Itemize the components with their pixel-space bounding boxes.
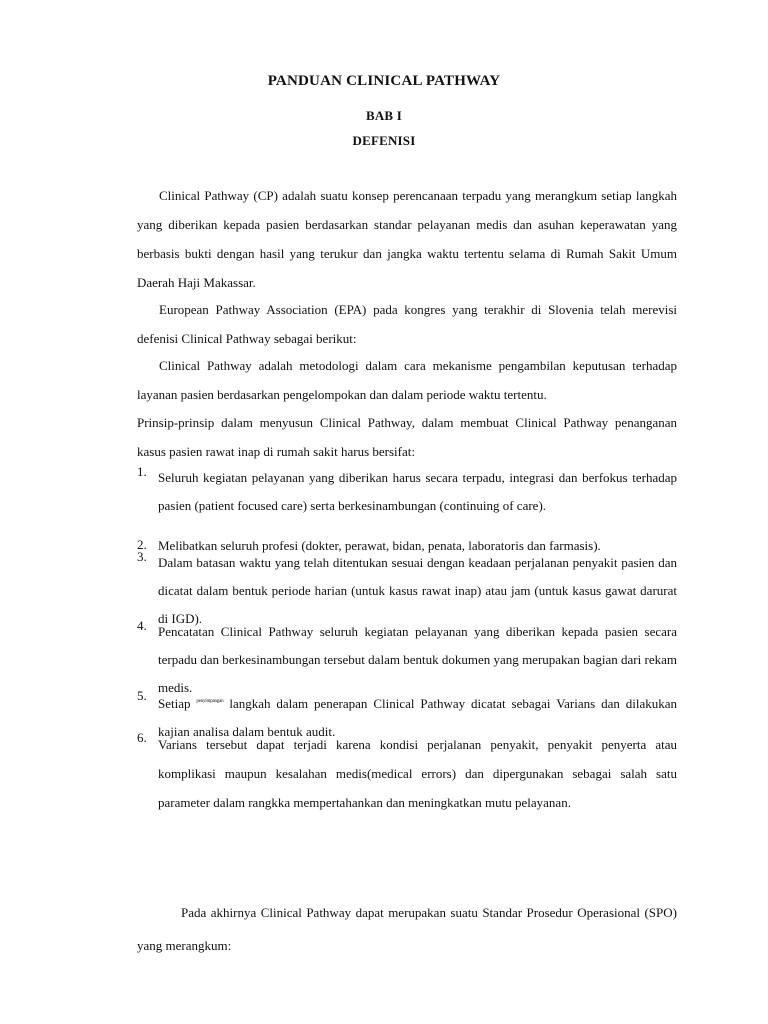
list-item-1 [137, 464, 677, 520]
paragraph-epa: European Pathway Association (EPA) pada kongres yang terakhir di Slovenia telah merevisi defenisi Clinical Pathway sebagai berikut: [137, 302, 677, 346]
list-text: Dalam batasan waktu yang telah ditentukan sesuai dengan keadaan perjalanan penyakit pasien dan dicatat dalam bentuk periode harian (untuk kasus rawat inap) atau jam (untuk kasus gawat darurat di IGD). [158, 555, 677, 626]
list-number: 5. [137, 688, 147, 703]
section-heading: DEFENISI [352, 133, 416, 148]
list-text: Pencatatan Clinical Pathway seluruh kegiatan pelayanan yang diberikan kepada pasien secara terpadu dan berkesinambungan tersebut dalam bentuk dokumen yang merupakan bagian dari rekam medis. [158, 624, 677, 695]
paragraph-definition: Clinical Pathway (CP) adalah suatu konsep perencanaan terpadu yang merangkum setiap langkah yang diberikan kepada pasien berdasarkan standar pelayanan medis dan asuhan keperawatan yang berbasis bukti dengan hasil yang terukur dan jangka waktu tertentu selama di Rumah Sakit Umum Daerah Haji Makassar. [137, 188, 677, 290]
list-text: Seluruh kegiatan pelayanan yang diberikan harus secara terpadu, integrasi dan berfokus terhadap pasien (patient focused care) serta berkesinambungan (continuing of care). [158, 470, 677, 513]
list-text-after: langkah dalam penerapan Clinical Pathway dicatat sebagai Varians dan dilakukan kajian analisa dalam bentuk audit. [158, 696, 677, 739]
document-title: PANDUAN CLINICAL PATHWAY [267, 73, 501, 89]
superscript-annotation: penyimpangan [196, 699, 224, 704]
list-number: 1. [137, 464, 147, 479]
paragraph-methodology: Clinical Pathway adalah metodologi dalam cara mekanisme pengambilan keputusan terhadap layanan pasien berdasarkan pengelompokan dan dalam periode waktu tertentu. [137, 358, 677, 402]
chapter-heading: BAB I [365, 108, 403, 123]
list-text: Varians tersebut dapat terjadi karena kondisi perjalanan penyakit, penyakit penyerta atau komplikasi maupun kesalahan medis(medical errors) dan dipergunakan sebagai salah satu parameter dalam rangkka mempertahankan dan meningkatkan mutu pelayanan. [158, 737, 677, 810]
list-number: 3. [137, 549, 147, 564]
list-text: Melibatkan seluruh profesi (dokter, perawat, bidan, penata, laboratoris dan farmasis). [158, 538, 601, 553]
paragraph-closing: Pada akhirnya Clinical Pathway dapat merupakan suatu Standar Prosedur Operasional (SPO) yang merangkum: [137, 905, 677, 953]
list-item-6 [137, 730, 677, 817]
list-number: 2. [137, 537, 147, 552]
list-number: 4. [137, 618, 147, 633]
list-text-before: Setiap [158, 696, 191, 711]
list-number: 6. [137, 730, 147, 745]
paragraph-principles: Prinsip-prinsip dalam menyusun Clinical Pathway, dalam membuat Clinical Pathway penanganan kasus pasien rawat inap di rumah sakit harus bersifat: [137, 415, 677, 459]
